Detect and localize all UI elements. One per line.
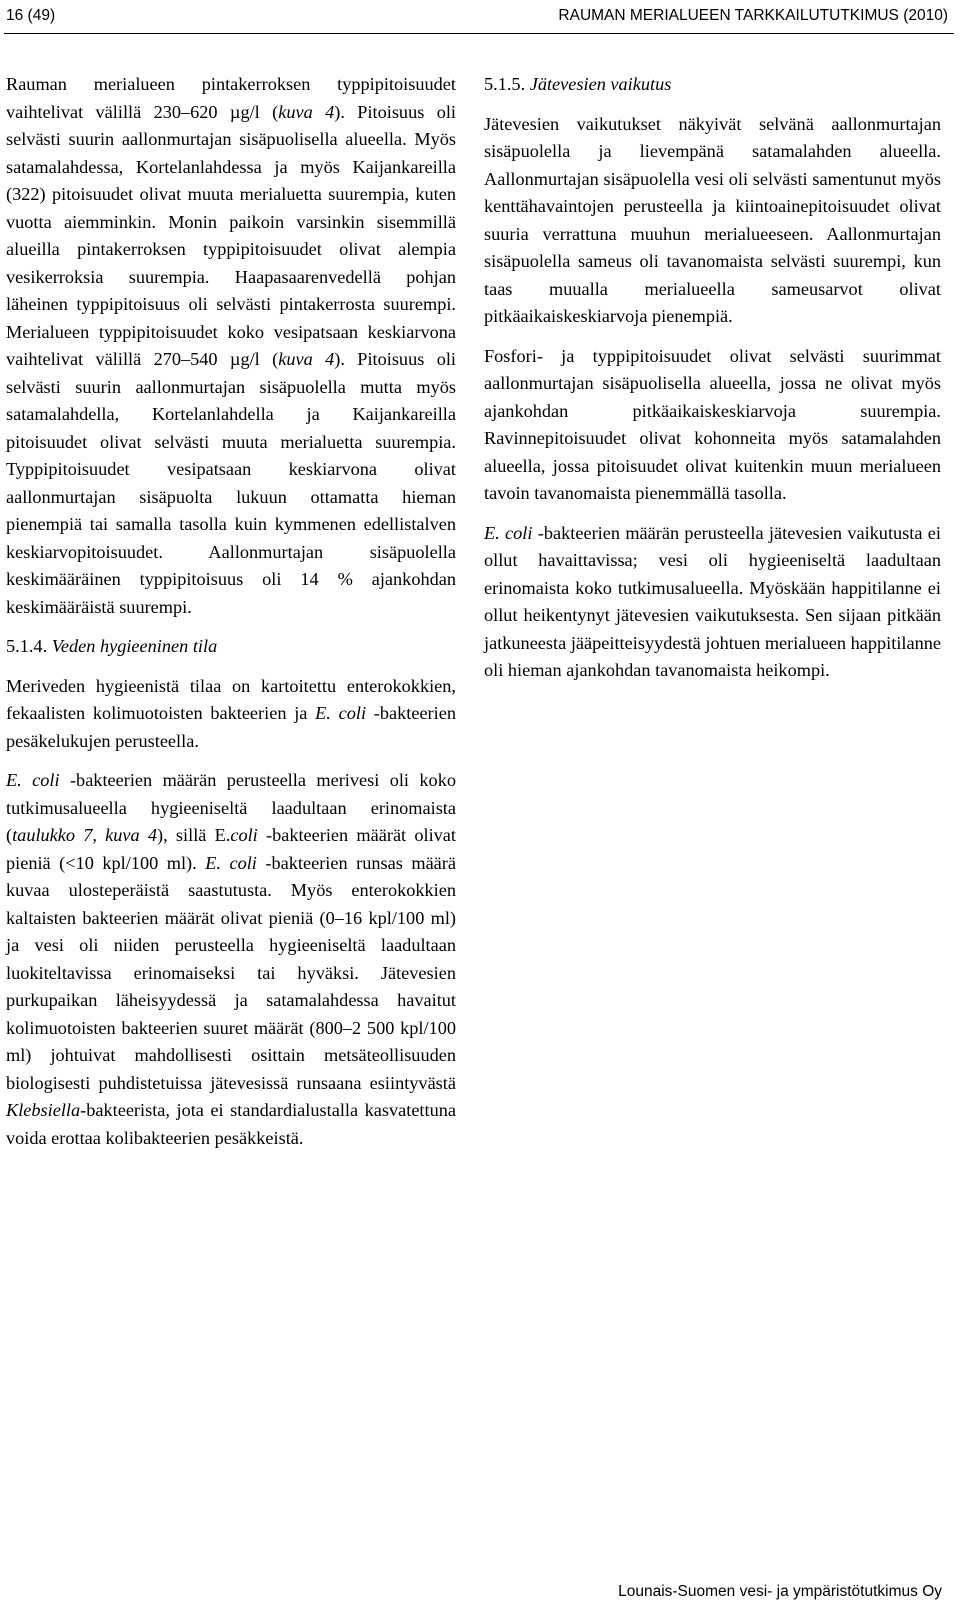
text-run: -bakteerista, jota ei standardialustalla kasvatettuna voida erottaa kolibakteerien pesäkkeistä.: [6, 1100, 456, 1148]
page-number: 16 (49): [6, 7, 56, 24]
italic-run: E. coli: [484, 522, 533, 543]
page-footer: Lounais-Suomen vesi- ja ympäristötutkimus Oy: [618, 1583, 942, 1600]
section-title: Jätevesien vaikutus: [529, 74, 672, 94]
section-heading-wastewater: [484, 71, 941, 99]
section-heading-hygiene: [6, 633, 456, 661]
italic-run: taulukko 7, kuva 4: [12, 825, 158, 845]
italic-run: E. coli: [205, 852, 257, 873]
italic-run: coli: [230, 825, 258, 845]
paragraph-nitrogen: [6, 71, 456, 621]
text-run: -bakteerien määrän perusteella jätevesien vaikutusta ei ollut havaittavissa; vesi oli hygieeniseltä laadultaan erinomaista koko tutkimusalueella. Myöskään happitilanne ei ollut heikentynyt jätevesien vaikutuksesta. Sen sijaan pitkään jatkuneesta jääpeitteisyydestä johtuen merialueen happitilanne oli hieman ajankohdan tavanomaista heikompi.: [484, 522, 941, 680]
text-run: -bakteerien pesäkelukujen perusteella.: [6, 703, 456, 751]
text-run: -bakteerien määrät olivat pieniä (<10 kpl/100 ml).: [6, 825, 456, 873]
paragraph-hygiene-intro: [6, 673, 456, 756]
text-run: ), sillä E.: [157, 825, 231, 845]
page-header: [0, 0, 960, 44]
italic-run: Klebsiella: [6, 1100, 81, 1120]
text-run: -bakteerien määrän perusteella merivesi oli koko tutkimusalueella hygieeniseltä laadultaan erinomaista (: [6, 770, 456, 845]
paragraph-ecoli: [6, 767, 456, 1152]
text-run: ). Pitoisuus oli selvästi suurin aallonmurtajan sisäpuolisella alueella. Myös satamalahdessa, Kortelanlahdessa ja myös Kaijankareilla (322) pitoisuudet olivat muuta merialuetta suurempia, kuten vuotta aiemminkin. Monin paikoin varsinkin sisemmillä alueilla pintakerroksen typpipitoisuudet olivat alempia vesikerroksia suurempia. Haapasaarenvedellä pohjan läheinen typpipitoisuus oli selvästi pintakerrosta suurempi. Merialueen typpipitoisuudet koko vesipatsaan keskiarvona vaihtelivat välillä 270–540 µg/l (: [6, 101, 456, 369]
right-column: [484, 71, 941, 697]
italic-run: kuva 4: [278, 101, 335, 122]
section-number: 5.1.5.: [484, 74, 526, 94]
text-run: Jätevesien vaikutukset näkyivät selvänä aallonmurtajan sisäpuolella ja lievempänä satamalahden alueella. Aallonmurtajan sisäpuolella vesi oli selvästi samentunut myös kenttähavaintojen perusteella ja kiintoainepitoisuudet olivat suuria verrattuna muuhun merialueeseen. Aallonmurtajan sisäpuolella sameus oli tavanomaista selvästi suurempi, kun taas muualla merialueella sameusarvot olivat pitkäaikaiskeskiarvoja pienempiä.: [484, 113, 941, 326]
header-rule: [4, 33, 954, 34]
text-run: Fosfori- ja typpipitoisuudet olivat selvästi suurimmat aallonmurtajan sisäpuolisella alueella, jossa ne olivat myös ajankohdan pitkäaikaiskeskiarvoja suurempia. Ravinnepitoisuudet olivat kohonneita myös satamalahden alueella, jossa pitoisuudet olivat kuitenkin muun merialueen tavoin tavanomaista pienemmällä tasolla.: [484, 345, 941, 503]
section-title: Veden hygieeninen tila: [51, 636, 218, 656]
text-run: ). Pitoisuus oli selvästi suurin aallonmurtajan sisäpuolella mutta myös satamalahdella, Kortelanlahdella ja Kaijankareilla pitoisuudet olivat selvästi muuta merialuetta suurempia. Typpipitoisuudet vesipatsaan keskiarvona olivat aallonmurtajan sisäpuolta lukuun ottamatta hieman pienempiä tai samalla tasolla kuin kymmenen edellistalven keskiarvopitoisuudet. Aallonmurtajan sisäpuolella keskimääräinen typpipitoisuus oli 14 % ajankohdan keskimääräistä suurempi.: [6, 349, 456, 617]
paragraph-wastewater-effects: [484, 111, 941, 331]
text-run: -bakteerien runsas määrä kuvaa ulosteperäistä saastutusta. Myös enterokokkien kaltaisten bakteerien määrät olivat pieniä (0–16 kpl/100 ml) ja vesi oli niiden perusteella hygieeniseltä laadultaan luokiteltavissa erinomaiseksi tai hyväksi. Jätevesien purkupaikan läheisyydessä ja satamalahdessa havaitut kolimuotoisten bakteerien suuret määrät (800–2 500 kpl/100 ml) johtuivat mahdollisesti osittain metsäteollisuuden biologisesti puhdistetuissa jätevesissä runsaana esiintyvästä: [6, 852, 456, 1093]
text-run: Meriveden hygieenistä tilaa on kartoitettu enterokokkien, fekaalisten kolimuotoisten bakteerien ja: [6, 675, 456, 723]
italic-run: E. coli: [315, 703, 367, 723]
text-run: Rauman merialueen pintakerroksen typpipitoisuudet vaihtelivat välillä 230–620 µg/l (: [6, 74, 456, 122]
italic-run: kuva 4: [278, 349, 335, 369]
paragraph-nutrients: [484, 343, 941, 508]
section-number: 5.1.4.: [6, 636, 48, 656]
running-title: RAUMAN MERIALUEEN TARKKAILUTUTKIMUS (2010): [558, 7, 948, 24]
left-column: [6, 71, 456, 1164]
italic-run: E. coli: [6, 770, 60, 790]
paragraph-ecoli-effects: [484, 520, 941, 685]
